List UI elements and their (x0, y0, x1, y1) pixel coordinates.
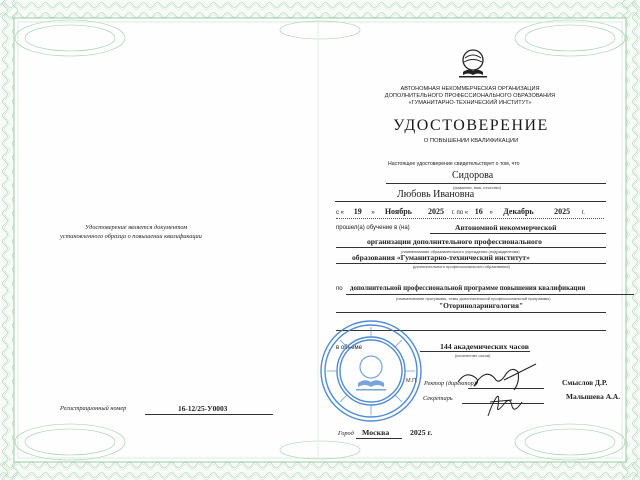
period-underline (336, 218, 604, 219)
period-from-year: 2025 (428, 207, 445, 216)
left-text-line-1: Удостоверение является документом (85, 224, 188, 231)
period-from-month: Ноябрь (384, 207, 412, 216)
program-prefix: по (336, 286, 343, 292)
institution-underline-1 (430, 233, 606, 234)
institution-underline-2 (336, 247, 606, 248)
period-to-mid: » (489, 210, 493, 216)
city-year: 2025 г. (410, 428, 433, 437)
name-caption: (фамилия, имя, отчество) (453, 185, 501, 190)
program-underline (346, 294, 634, 295)
given-names-underline (335, 201, 606, 202)
given-names-value: Любовь Ивановна (397, 189, 475, 200)
city-label: Город (338, 430, 354, 437)
org-line-1: АВТОНОМНАЯ НЕКОММЕРЧЕСКАЯ ОРГАНИЗАЦИЯ (400, 86, 540, 92)
city-underline (356, 438, 402, 439)
period-row (336, 207, 585, 216)
city-value: Москва (362, 428, 390, 437)
period-from-mid: » (371, 210, 375, 216)
period-suffix: г. (581, 210, 585, 216)
period-to-year: 2025 (554, 207, 571, 216)
institution-caption-2: дополнительного профессионального образования) (413, 264, 510, 269)
rector-name: Смыслов Д.Р. (562, 378, 608, 387)
hours-caption: (количество часов) (455, 353, 491, 358)
training-prefix: прошел(а) обучение в (на) (336, 225, 410, 231)
period-from-prefix: с « (336, 210, 345, 216)
official-stamp (318, 318, 424, 424)
program-text: дополнительной профессиональной программе повышения квалификации (350, 285, 586, 292)
institution-caption-1: (наименование образовательного учреждения (подразделения) (401, 249, 520, 254)
program-name-underline (336, 312, 606, 313)
program-name: "Оториноларингология" (439, 301, 524, 310)
org-line-3: «ГУМАНИТАРНО-ТЕХНИЧЕСКИЙ ИНСТИТУТ» (408, 100, 532, 106)
surname-underline (386, 183, 606, 184)
institute-logo (456, 46, 490, 80)
secretary-signature (482, 384, 530, 420)
period-to-prefix: г. по « (451, 210, 469, 216)
institution-line-1: Автономной некоммерческой (455, 223, 557, 232)
institution-line-3: образования «Гуманитарно-технический институт» (352, 253, 530, 262)
secretary-name: Малышева А.А. (566, 392, 621, 401)
period-to-month: Декабрь (503, 207, 534, 216)
institution-line-2: организации дополнительного профессионального (367, 237, 542, 246)
certificate-subtitle: О ПОВЫШЕНИИ КВАЛИФИКАЦИИ (423, 138, 519, 144)
hours-prefix: в объеме (336, 345, 362, 351)
surname-value: Сидорова (452, 170, 494, 181)
mp-label: М.П. (406, 378, 418, 384)
hours-value: 144 академических часов (440, 342, 529, 351)
program-caption: (наименование программы, темы дополнительной профессиональной программы) (396, 296, 551, 301)
certificate-title: УДОСТОВЕРЕНИЕ (393, 117, 549, 134)
certify-text: Настоящее удостоверение свидетельствует о том, что (388, 161, 520, 167)
registration-label: Регистрационный номер (60, 405, 127, 412)
rector-label: Ректор (директор) (424, 380, 476, 387)
registration-value: 16-12/25-У0003 (178, 404, 228, 413)
registration-underline (145, 414, 273, 415)
secretary-label: Секретарь (423, 395, 453, 402)
period-from-day: 19 (353, 207, 362, 216)
period-to-day: 16 (474, 207, 483, 216)
org-line-2: ДОПОЛНИТЕЛЬНОГО ПРОФЕССИОНАЛЬНОГО ОБРАЗОВАНИЯ (384, 93, 556, 99)
hours-underline (420, 351, 530, 352)
left-text-line-2: установленного образца о повышении квалификации (60, 233, 202, 240)
